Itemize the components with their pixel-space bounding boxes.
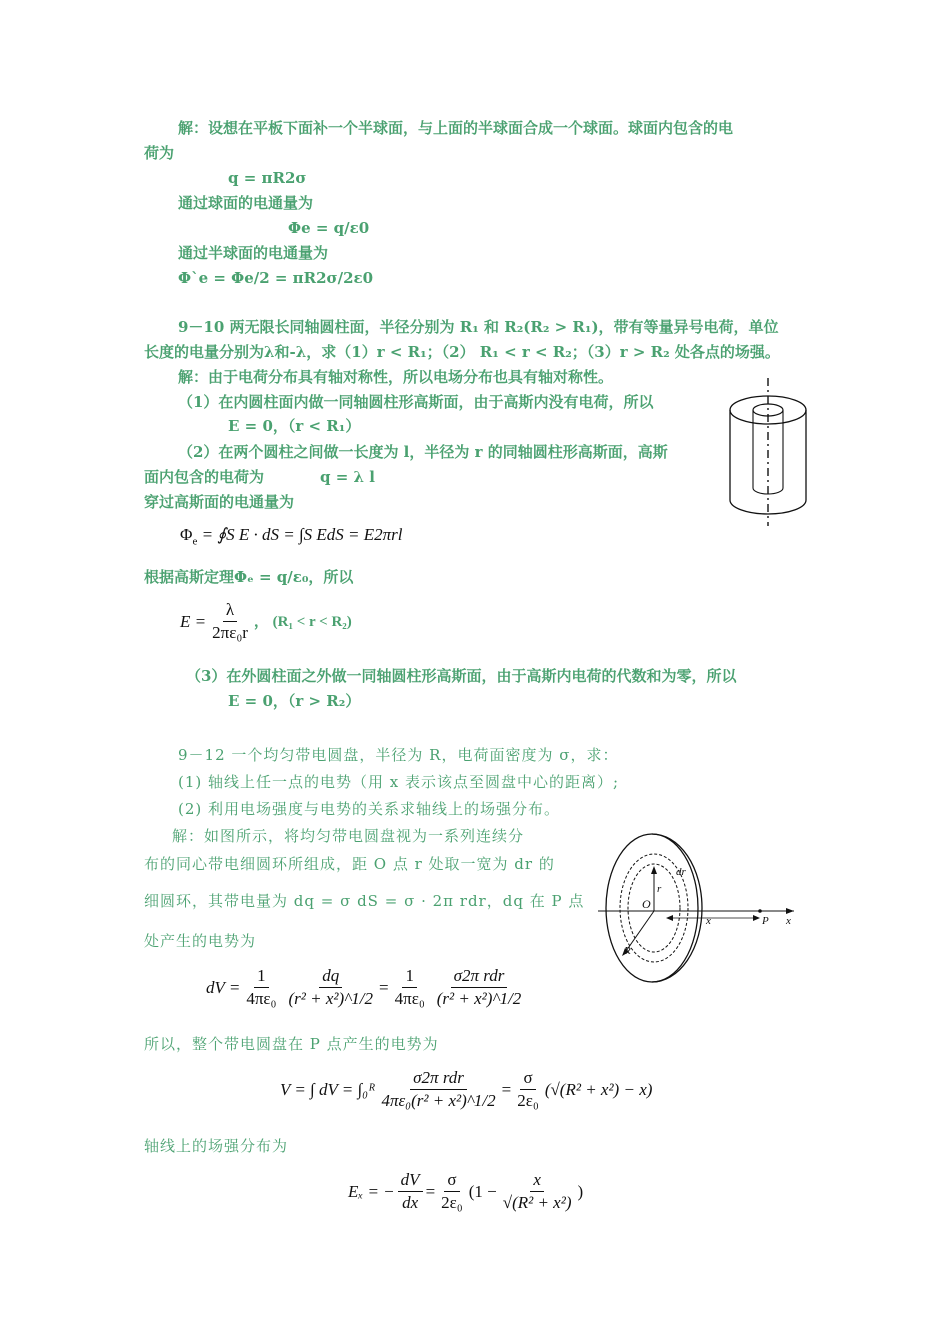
field-equation	[180, 600, 352, 643]
charged-disk-figure	[596, 828, 802, 988]
field-num: λ	[223, 600, 237, 622]
Ex-open: (1 −	[468, 1181, 497, 1201]
sec3-problem-line1: 9－12 一个均匀带电圆盘，半径为 R，电荷面密度为 σ，求：	[178, 746, 619, 764]
label-axis-x: x	[786, 915, 791, 927]
dV-frac4	[434, 966, 525, 1009]
Ex-equation	[348, 1170, 583, 1213]
field-condition: ， (R₁ < r < R₂)	[253, 613, 352, 630]
sec2-problem-line1: 9－10 两无限长同轴圆柱面，半径分别为 R₁ 和 R₂(R₂ > R₁)，带有等量异号电荷，单位	[178, 318, 779, 336]
Ex-frac2	[438, 1170, 466, 1213]
sec3-problem-line3: (2) 利用电场强度与电势的关系求轴线上的场强分布。	[178, 800, 561, 818]
dV-frac2-num: dq	[319, 966, 342, 988]
field-den: 2πε₀r	[212, 623, 248, 642]
V-frac1-num: σ2π rdr	[410, 1068, 467, 1090]
dV-equals: =	[379, 977, 389, 997]
flux-equation: $\Phi_e$ = ∮S E · dS = ∫S EdS = E2πrl	[180, 525, 403, 548]
label-x: x	[706, 915, 711, 927]
sec2-part2-charge: q = λ l	[320, 468, 375, 486]
V-frac2	[514, 1068, 542, 1111]
sec2-solution-intro: 解：由于电荷分布具有轴对称性，所以电场分布也具有轴对称性。	[178, 368, 614, 386]
field-lhs: E =	[180, 611, 207, 631]
flux-phi: Φ	[180, 525, 193, 544]
label-r: r	[657, 883, 662, 895]
Ex-frac1-num: dV	[398, 1170, 423, 1192]
sec1-line3: 通过球面的电通量为	[178, 194, 314, 212]
dV-frac3-num: 1	[402, 966, 417, 988]
label-R: R	[624, 945, 631, 957]
Ex-frac3	[500, 1170, 575, 1213]
dV-frac2-den: (r² + x²)^1/2	[288, 989, 374, 1008]
sec2-part2-text2: 面内包含的电荷为	[144, 468, 265, 486]
Ex-close: )	[577, 1181, 584, 1201]
sec1-line1: 解：设想在平板下面补一个半球面，与上面的半球面合成一个球面。球面内包含的电	[178, 119, 734, 137]
Ex-frac2-den: 2ε₀	[441, 1193, 463, 1212]
field-distribution-line: 轴线上的场强分布为	[144, 1137, 289, 1155]
label-O: O	[642, 897, 651, 911]
label-P: P	[762, 915, 769, 927]
dV-equation	[206, 966, 527, 1009]
dV-frac3-den: 4πε₀	[394, 989, 425, 1008]
Ex-frac3-num: x	[530, 1170, 544, 1192]
sec3-solution-line1: 解：如图所示，将均匀带电圆盘视为一系列连续分	[172, 827, 525, 845]
dV-frac3	[392, 966, 428, 1009]
field-fraction	[209, 600, 251, 643]
sec2-part1-text: （1）在内圆柱面内做一同轴圆柱形高斯面，由于高斯内没有电荷，所以	[178, 393, 654, 411]
dV-frac2	[285, 966, 376, 1009]
sec2-part2-text: （2）在两个圆柱之间做一长度为 l，半径为 r 的同轴圆柱形高斯面，高斯	[178, 443, 668, 461]
V-frac1	[378, 1068, 498, 1111]
Ex-lhs: Eₓ = −	[348, 1181, 395, 1201]
V-frac2-num: σ	[520, 1068, 535, 1090]
sec3-solution-line3: 细圆环，其带电量为 dq = σ dS = σ · 2π rdr，dq 在 P 点	[144, 892, 585, 910]
total-potential-line: 所以，整个带电圆盘在 P 点产生的电势为	[144, 1035, 439, 1053]
Ex-frac1-den: dx	[402, 1193, 419, 1212]
sec1-eq-phi: Φe = q/ε0	[288, 219, 370, 237]
sec1-eq-phi2: Φ`e = Φe/2 = πR2σ/2ε0	[178, 269, 374, 287]
dV-frac4-den: (r² + x²)^1/2	[436, 989, 522, 1008]
V-rest: (√(R² + x²) − x)	[544, 1079, 653, 1099]
V-frac1-den: 4πε₀(r² + x²)^1/2	[381, 1091, 496, 1110]
Ex-frac3-den: √(R² + x²)	[502, 1193, 572, 1212]
V-equals: =	[501, 1079, 512, 1099]
V-lhs: V = ∫ dV = ∫₀ᴿ	[280, 1079, 376, 1099]
V-equation	[280, 1068, 652, 1111]
Ex-equals: =	[425, 1181, 436, 1201]
sec3-problem-line2: (1) 轴线上任一点的电势（用 x 表示该点至圆盘中心的距离）;	[178, 773, 620, 791]
sec2-part2-text3: 穿过高斯面的电通量为	[144, 493, 295, 511]
gauss-law-line: 根据高斯定理Φₑ = q/ε₀，所以	[144, 568, 354, 586]
sec3-solution-line4: 处产生的电势为	[144, 932, 257, 950]
dV-frac1	[243, 966, 279, 1009]
Ex-frac2-num: σ	[444, 1170, 459, 1192]
dV-frac4-num: σ2π rdr	[451, 966, 508, 988]
dV-frac1-num: 1	[254, 966, 269, 988]
sec2-problem-line2: 长度的电量分别为λ和-λ，求（1）r < R₁；（2） R₁ < r < R₂；（3）r > R₂ 处各点的场强。	[144, 343, 780, 361]
sec1-line4: 通过半球面的电通量为	[178, 244, 329, 262]
sec1-line2: 荷为	[144, 144, 175, 162]
Ex-frac1	[398, 1170, 423, 1213]
flux-rest: = ∮S E · dS = ∫S EdS = E2πrl	[201, 525, 403, 544]
sec2-part3-result: E = 0，（r > R₂）	[228, 692, 361, 710]
sec1-eq-q: q = πR2σ	[228, 169, 307, 187]
label-dr: dr	[676, 866, 686, 878]
dV-lhs: dV =	[206, 977, 241, 997]
sec2-part1-result: E = 0，（r < R₁）	[228, 417, 361, 435]
V-frac2-den: 2ε₀	[517, 1091, 539, 1110]
sec2-part3-text: （3）在外圆柱面之外做一同轴圆柱形高斯面，由于高斯内电荷的代数和为零，所以	[186, 667, 737, 685]
dV-frac1-den: 4πε₀	[246, 989, 277, 1008]
coaxial-cylinder-figure	[722, 376, 818, 528]
sec3-solution-line2: 布的同心带电细圆环所组成，距 O 点 r 处取一宽为 dr 的	[144, 855, 555, 873]
